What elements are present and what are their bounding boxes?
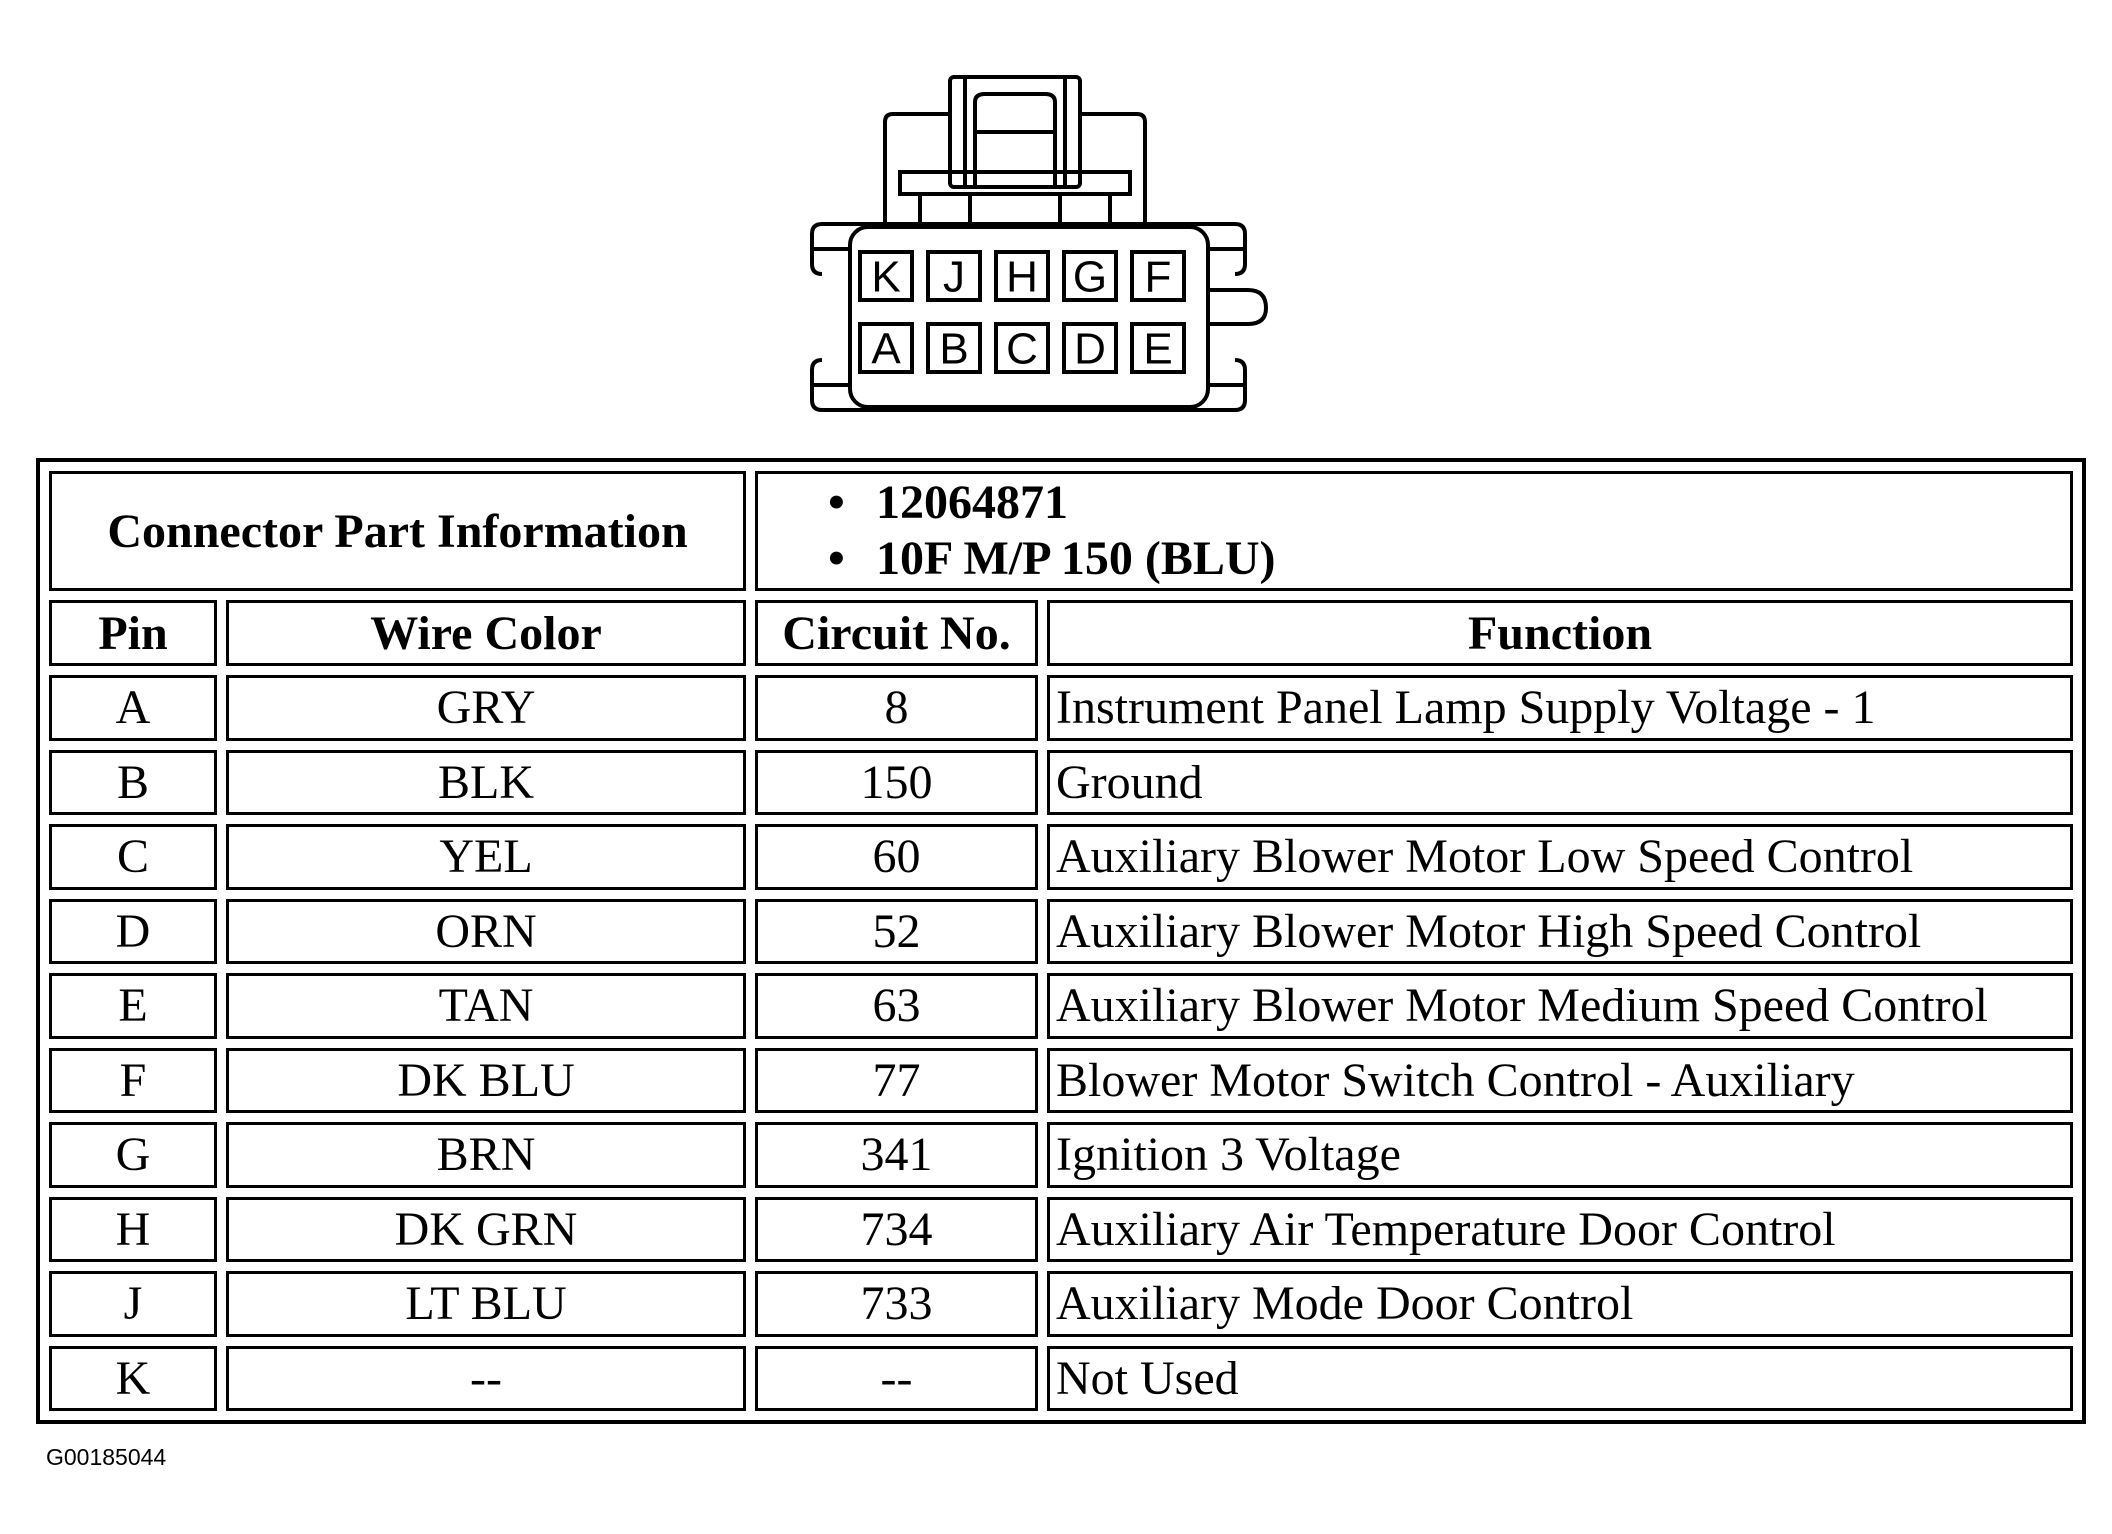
pin-cell: F	[49, 1048, 217, 1114]
table-row	[49, 1271, 2073, 1337]
wire-color-cell: BLK	[226, 750, 746, 816]
cavity-label: C	[1006, 324, 1038, 374]
table-row	[49, 1048, 2073, 1114]
part-number-item: • 12064871	[828, 476, 1069, 529]
cavity-label: D	[1074, 324, 1106, 374]
circuit-cell: 60	[755, 824, 1038, 890]
circuit-cell: 150	[755, 750, 1038, 816]
function-cell: Instrument Panel Lamp Supply Voltage - 1	[1047, 675, 2073, 741]
wire-color-cell: GRY	[226, 675, 746, 741]
function-cell: Auxiliary Air Temperature Door Control	[1047, 1197, 2073, 1263]
cavity-label: J	[943, 252, 965, 302]
table-row	[49, 750, 2073, 816]
function-cell: Not Used	[1047, 1346, 2073, 1412]
table-row	[49, 675, 2073, 741]
header-wire-color: Wire Color	[226, 600, 746, 666]
table-row	[49, 824, 2073, 890]
header-pin: Pin	[49, 600, 217, 666]
table-row	[49, 899, 2073, 965]
cavity-label: F	[1144, 252, 1172, 302]
wire-color-cell: YEL	[226, 824, 746, 890]
connector-pinout-table	[36, 458, 2086, 1424]
circuit-cell: 734	[755, 1197, 1038, 1263]
pin-cell: H	[49, 1197, 217, 1263]
header-function: Function	[1047, 600, 2073, 666]
function-cell: Auxiliary Mode Door Control	[1047, 1271, 2073, 1337]
wire-color-cell: TAN	[226, 973, 746, 1039]
cavity-label: E	[1143, 324, 1173, 374]
header-circuit-no: Circuit No.	[755, 600, 1038, 666]
pin-cell: J	[49, 1271, 217, 1337]
circuit-cell: 77	[755, 1048, 1038, 1114]
cavity-label: K	[871, 252, 901, 302]
circuit-cell: 63	[755, 973, 1038, 1039]
wire-color-cell: DK BLU	[226, 1048, 746, 1114]
figure-id: G00185044	[46, 1444, 167, 1470]
pin-cell: D	[49, 899, 217, 965]
function-cell: Ground	[1047, 750, 2073, 816]
pin-cell: C	[49, 824, 217, 890]
function-cell: Auxiliary Blower Motor Low Speed Control	[1047, 824, 2073, 890]
part-info-list	[755, 471, 2073, 591]
table-row	[49, 973, 2073, 1039]
table-row	[49, 1122, 2073, 1188]
part-info-title: Connector Part Information	[49, 471, 746, 591]
circuit-cell: 733	[755, 1271, 1038, 1337]
part-description-item: • 10F M/P 150 (BLU)	[828, 532, 1276, 585]
table-row	[49, 1197, 2073, 1263]
wire-color-cell: BRN	[226, 1122, 746, 1188]
circuit-cell: 341	[755, 1122, 1038, 1188]
wire-color-cell: DK GRN	[226, 1197, 746, 1263]
connector-latch	[885, 77, 1145, 222]
function-cell: Auxiliary Blower Motor Medium Speed Control	[1047, 973, 2073, 1039]
circuit-cell: --	[755, 1346, 1038, 1412]
table-row	[49, 1346, 2073, 1412]
pin-cell: G	[49, 1122, 217, 1188]
function-cell: Auxiliary Blower Motor High Speed Control	[1047, 899, 2073, 965]
pin-cell: E	[49, 973, 217, 1039]
wire-color-cell: ORN	[226, 899, 746, 965]
function-cell: Ignition 3 Voltage	[1047, 1122, 2073, 1188]
part-info-row	[49, 471, 2073, 591]
cavity-label: H	[1006, 252, 1038, 302]
cavity-label: G	[1072, 252, 1108, 302]
pin-cell: K	[49, 1346, 217, 1412]
pin-cell: A	[49, 675, 217, 741]
cavity-label: B	[939, 324, 969, 374]
circuit-cell: 52	[755, 899, 1038, 965]
wire-color-cell: LT BLU	[226, 1271, 746, 1337]
wire-color-cell: --	[226, 1346, 746, 1412]
function-cell: Blower Motor Switch Control - Auxiliary	[1047, 1048, 2073, 1114]
header-row	[49, 600, 2073, 666]
cavity-label: A	[871, 324, 901, 374]
circuit-cell: 8	[755, 675, 1038, 741]
pin-cell: B	[49, 750, 217, 816]
connector-face-diagram	[790, 62, 1280, 424]
